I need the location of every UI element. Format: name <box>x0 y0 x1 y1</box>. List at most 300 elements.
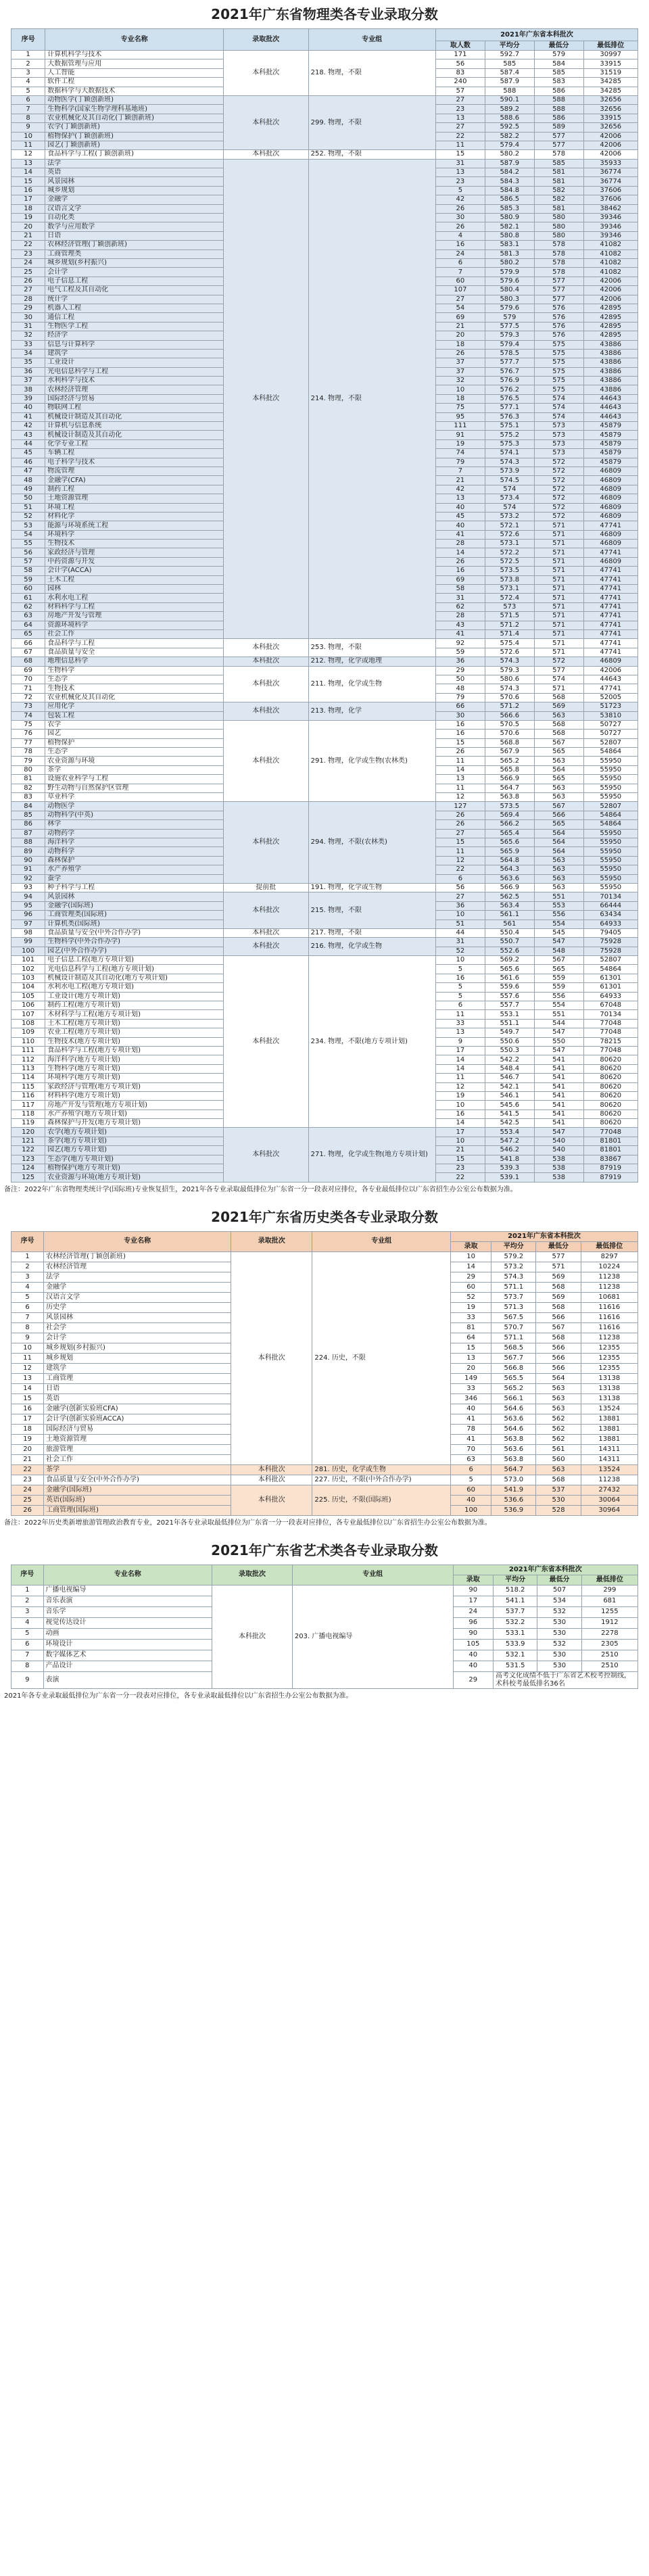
row-avg: 576.9 <box>485 377 534 385</box>
row-major: 生物技术 <box>45 684 224 693</box>
row-rank: 37606 <box>583 186 638 195</box>
row-rank: 27432 <box>581 1485 638 1495</box>
row-major: 信息与计算科学 <box>45 340 224 349</box>
row-avg: 574 <box>485 503 534 512</box>
row-major: 光电信息科学与工程(地方专项计划) <box>45 965 224 974</box>
table-row <box>11 1585 638 1596</box>
row-min: 571 <box>534 540 583 548</box>
row-min: 568 <box>536 1282 581 1292</box>
row-rank: 80620 <box>583 1064 638 1073</box>
row-count: 9 <box>436 1037 485 1046</box>
row-count: 22 <box>436 132 485 141</box>
row-batch: 本科批次 <box>224 51 309 96</box>
min-header: 最低分 <box>534 41 583 51</box>
row-seq: 102 <box>11 965 45 974</box>
row-avg: 579.6 <box>485 304 534 312</box>
row-count: 10 <box>436 1101 485 1110</box>
row-rank: 47741 <box>583 602 638 611</box>
row-avg: 574.1 <box>485 449 534 458</box>
row-min: 548 <box>534 947 583 955</box>
row-major: 水产养殖学 <box>45 865 224 874</box>
row-min: 577 <box>534 132 583 141</box>
row-count: 90 <box>453 1628 493 1639</box>
row-major: 动物科学(中英) <box>45 811 224 819</box>
row-min: 573 <box>534 422 583 431</box>
row-avg: 563.6 <box>485 874 534 883</box>
row-seq: 2 <box>11 1262 44 1272</box>
row-min: 541 <box>534 1110 583 1118</box>
row-batch: 本科批次 <box>224 657 309 666</box>
row-major: 水利科学与技术 <box>45 377 224 385</box>
row-avg: 573.5 <box>485 567 534 575</box>
row-rank: 36774 <box>583 168 638 177</box>
row-seq: 7 <box>11 1312 44 1322</box>
row-avg: 571.1 <box>491 1282 536 1292</box>
row-count: 32 <box>436 377 485 385</box>
row-min: 572 <box>534 476 583 485</box>
row-batch: 本科批次 <box>224 1128 309 1182</box>
row-avg: 579.4 <box>485 340 534 349</box>
row-min: 547 <box>534 1046 583 1055</box>
row-avg: 547.2 <box>485 1137 534 1145</box>
row-major: 环境科学 <box>45 530 224 539</box>
row-rank: 37606 <box>583 195 638 204</box>
row-major: 水产养殖学(地方专项计划) <box>45 1110 224 1118</box>
row-group: 203. 广播电视编导 <box>292 1585 453 1688</box>
row-seq: 123 <box>11 1155 45 1164</box>
row-count: 26 <box>436 204 485 213</box>
row-avg: 546.1 <box>485 1091 534 1100</box>
row-min: 530 <box>537 1661 581 1671</box>
row-seq: 118 <box>11 1110 45 1118</box>
row-major: 农业机械化及其自动化 <box>45 693 224 702</box>
row-min: 577 <box>534 277 583 285</box>
row-avg: 579.3 <box>485 666 534 675</box>
row-min: 586 <box>534 87 583 95</box>
row-avg: 576.3 <box>485 412 534 421</box>
row-avg: 542.2 <box>485 1055 534 1064</box>
row-count: 60 <box>451 1282 491 1292</box>
row-min: 534 <box>537 1596 581 1606</box>
row-major: 土木工程(地方专项计划) <box>45 1019 224 1028</box>
row-count: 78 <box>451 1424 491 1434</box>
row-group: 224. 历史，不限 <box>312 1251 451 1464</box>
row-rank: 50727 <box>583 720 638 729</box>
row-count: 31 <box>436 938 485 947</box>
row-count: 83 <box>436 68 485 77</box>
row-seq: 20 <box>11 1444 44 1454</box>
row-count: 10 <box>436 1137 485 1145</box>
row-avg: 575.2 <box>485 431 534 439</box>
row-count: 26 <box>436 811 485 819</box>
row-rank: 81801 <box>583 1137 638 1145</box>
row-seq: 114 <box>11 1074 45 1082</box>
row-count: 33 <box>436 1019 485 1028</box>
row-rank: 79405 <box>583 928 638 937</box>
row-count: 40 <box>453 1650 493 1661</box>
row-seq: 8 <box>11 1661 44 1671</box>
row-avg: 565.2 <box>491 1383 536 1393</box>
row-group: 225. 历史，不限(国际班) <box>312 1485 451 1515</box>
row-seq: 14 <box>11 1383 44 1393</box>
row-seq: 21 <box>11 231 45 240</box>
row-avg: 542.5 <box>485 1119 534 1128</box>
row-min: 561 <box>536 1444 581 1454</box>
row-group: 271. 物理，化学或生物(地方专项计划) <box>308 1128 435 1182</box>
row-seq: 15 <box>11 1393 44 1404</box>
row-seq: 6 <box>11 95 45 104</box>
row-count: 43 <box>436 621 485 629</box>
row-rank: 81801 <box>583 1146 638 1155</box>
row-count: 29 <box>451 1272 491 1282</box>
row-seq: 33 <box>11 340 45 349</box>
row-rank: 11238 <box>581 1475 638 1485</box>
row-avg: 541.1 <box>494 1596 537 1606</box>
table-row <box>11 702 638 711</box>
row-seq: 82 <box>11 784 45 792</box>
row-rank: 299 <box>581 1585 638 1596</box>
row-major: 农业机械化及其自动化(丁颖创新班) <box>45 114 224 122</box>
row-avg: 553.4 <box>485 1128 534 1137</box>
row-seq: 26 <box>11 277 45 285</box>
row-count: 62 <box>436 602 485 611</box>
row-rank: 42006 <box>583 277 638 285</box>
row-count: 11 <box>436 757 485 765</box>
row-min: 572 <box>534 657 583 666</box>
row-major: 风景园林 <box>45 892 224 901</box>
row-rank: 42006 <box>583 666 638 675</box>
row-min: 576 <box>534 313 583 322</box>
row-count: 346 <box>451 1393 491 1404</box>
row-min: 584 <box>534 59 583 68</box>
row-group: 252. 物理，不限 <box>308 150 435 159</box>
row-avg: 550.7 <box>485 938 534 947</box>
row-seq: 49 <box>11 485 45 494</box>
row-rank: 11616 <box>581 1322 638 1333</box>
row-major: 海洋科学 <box>45 838 224 846</box>
row-avg: 576.5 <box>485 394 534 403</box>
row-rank: 14311 <box>581 1454 638 1464</box>
row-major: 食品科学与工程(丁颖创新班) <box>45 150 224 159</box>
row-major: 生态学 <box>45 748 224 757</box>
row-seq: 69 <box>11 666 45 675</box>
row-avg: 566.2 <box>485 820 534 829</box>
count-header: 录取 <box>453 1575 493 1585</box>
row-avg: 570.6 <box>485 730 534 738</box>
row-major: 工业设计(地方专项计划) <box>45 992 224 1001</box>
row-major: 会计学 <box>45 268 224 277</box>
row-major: 金融学(国际班) <box>45 901 224 910</box>
row-avg: 573.2 <box>491 1262 536 1272</box>
row-seq: 25 <box>11 1495 44 1505</box>
row-min: 507 <box>537 1585 581 1596</box>
row-seq: 89 <box>11 847 45 856</box>
row-rank: 45879 <box>583 449 638 458</box>
row-seq: 78 <box>11 748 45 757</box>
row-batch: 本科批次 <box>224 720 309 802</box>
row-count: 15 <box>451 1343 491 1353</box>
row-min: 571 <box>534 594 583 602</box>
row-rank: 70134 <box>583 892 638 901</box>
row-min: 578 <box>534 150 583 159</box>
row-rank: 55950 <box>583 793 638 802</box>
row-count: 12 <box>436 793 485 802</box>
row-major: 日语 <box>45 231 224 240</box>
row-rank: 32656 <box>583 123 638 132</box>
row-rank: 47741 <box>583 575 638 584</box>
row-count: 64 <box>451 1333 491 1343</box>
row-major: 风景园林 <box>45 177 224 186</box>
art-table <box>11 1565 638 1689</box>
row-seq: 34 <box>11 349 45 358</box>
row-seq: 22 <box>11 241 45 249</box>
row-rank: 39346 <box>583 214 638 222</box>
row-min: 571 <box>534 575 583 584</box>
row-seq: 17 <box>11 1414 44 1424</box>
row-avg: 573 <box>485 602 534 611</box>
row-avg: 571.2 <box>485 621 534 629</box>
row-count: 50 <box>436 675 485 684</box>
row-avg: 590.1 <box>485 95 534 104</box>
row-seq: 108 <box>11 1019 45 1028</box>
table-row <box>11 1251 638 1262</box>
row-rank: 43886 <box>583 385 638 394</box>
row-rank: 32656 <box>583 95 638 104</box>
row-min: 572 <box>534 494 583 503</box>
row-seq: 124 <box>11 1164 45 1173</box>
row-seq: 18 <box>11 204 45 213</box>
row-rank: 42895 <box>583 331 638 340</box>
row-major: 茶学 <box>44 1464 231 1475</box>
row-count: 149 <box>451 1373 491 1383</box>
row-seq: 80 <box>11 765 45 774</box>
row-count: 30 <box>436 711 485 720</box>
row-rank: 53810 <box>583 711 638 720</box>
row-rank: 46809 <box>583 557 638 566</box>
avg-header: 平均分 <box>485 41 534 51</box>
row-avg: 569.2 <box>485 956 534 965</box>
row-rank: 11238 <box>581 1333 638 1343</box>
row-major: 动画 <box>43 1628 212 1639</box>
row-avg: 565.6 <box>485 838 534 846</box>
row-count: 171 <box>436 51 485 59</box>
row-major: 园艺(丁颖创新班) <box>45 141 224 149</box>
row-batch: 本科批次 <box>224 150 309 159</box>
row-major: 房地产开发与管理 <box>45 612 224 621</box>
row-seq: 85 <box>11 811 45 819</box>
row-avg: 580.2 <box>485 150 534 159</box>
row-major: 森林保护 <box>45 856 224 865</box>
row-avg: 561.6 <box>485 974 534 982</box>
row-min: 564 <box>534 847 583 856</box>
row-avg: 574.5 <box>485 476 534 485</box>
row-seq: 9 <box>11 1671 44 1688</box>
row-rank: 80620 <box>583 1101 638 1110</box>
row-avg: 563.6 <box>491 1444 536 1454</box>
row-rank: 33915 <box>583 114 638 122</box>
row-avg: 539.1 <box>485 1173 534 1182</box>
table-row <box>11 1475 638 1485</box>
row-count: 13 <box>436 1028 485 1037</box>
row-min: 545 <box>534 928 583 937</box>
row-seq: 120 <box>11 1128 45 1137</box>
row-min: 571 <box>534 630 583 639</box>
row-seq: 14 <box>11 168 45 177</box>
row-rank: 50727 <box>583 730 638 738</box>
row-count: 20 <box>451 1363 491 1373</box>
row-rank: 42895 <box>583 304 638 312</box>
row-min: 574 <box>534 394 583 403</box>
row-count: 17 <box>453 1596 493 1606</box>
row-count: 16 <box>436 974 485 982</box>
row-rank: 38462 <box>583 204 638 213</box>
row-avg: 561 <box>485 920 534 928</box>
row-count: 75 <box>436 404 485 412</box>
row-count: 24 <box>453 1606 493 1617</box>
row-rank: 43886 <box>583 358 638 367</box>
row-seq: 4 <box>11 78 45 87</box>
row-count: 15 <box>436 1155 485 1164</box>
row-rank: 80620 <box>583 1119 638 1128</box>
row-min: 538 <box>534 1173 583 1182</box>
row-count: 12 <box>436 1082 485 1091</box>
row-major: 通信工程 <box>45 313 224 322</box>
row-major: 产品设计 <box>43 1661 212 1671</box>
row-min: 541 <box>534 1101 583 1110</box>
row-batch: 本科批次 <box>231 1475 312 1485</box>
row-major: 视觉传达设计 <box>43 1617 212 1628</box>
row-batch: 本科批次 <box>224 95 309 149</box>
row-seq: 48 <box>11 476 45 485</box>
row-avg: 580.6 <box>485 675 534 684</box>
row-rank: 45879 <box>583 458 638 467</box>
row-avg: 569.4 <box>485 811 534 819</box>
row-major: 能源与环境系统工程 <box>45 521 224 530</box>
table-row <box>11 657 638 666</box>
row-avg: 573.2 <box>485 512 534 521</box>
row-seq: 11 <box>11 141 45 149</box>
row-remark: 高考文化成绩不低于广东省艺术校考控制线，术科校考最低排名36名 <box>494 1671 638 1688</box>
row-min: 564 <box>534 829 583 838</box>
min-header: 最低分 <box>537 1575 581 1585</box>
row-rank: 39346 <box>583 222 638 231</box>
row-min: 568 <box>534 730 583 738</box>
row-rank: 2278 <box>581 1628 638 1639</box>
row-seq: 93 <box>11 883 45 892</box>
row-min: 569 <box>534 702 583 711</box>
row-count: 10 <box>451 1251 491 1262</box>
row-seq: 56 <box>11 548 45 557</box>
row-min: 582 <box>534 186 583 195</box>
row-avg: 532.1 <box>494 1650 537 1661</box>
row-count: 33 <box>451 1312 491 1322</box>
row-min: 530 <box>537 1617 581 1628</box>
row-rank: 13524 <box>581 1404 638 1414</box>
row-avg: 559.6 <box>485 983 534 992</box>
row-min: 563 <box>534 757 583 765</box>
row-rank: 46809 <box>583 467 638 475</box>
rank-header: 最低排位 <box>581 1241 638 1251</box>
row-min: 563 <box>534 874 583 883</box>
row-seq: 26 <box>11 1505 44 1515</box>
row-min: 585 <box>534 159 583 168</box>
row-major: 农学(丁颖创新班) <box>45 123 224 132</box>
row-min: 576 <box>534 322 583 331</box>
row-major: 广播电视编导 <box>43 1585 212 1596</box>
row-avg: 533.1 <box>494 1628 537 1639</box>
row-count: 28 <box>436 612 485 621</box>
row-rank: 75928 <box>583 947 638 955</box>
row-major: 生物科学(地方专项计划) <box>45 1064 224 1073</box>
row-min: 577 <box>536 1251 581 1262</box>
row-count: 7 <box>436 467 485 475</box>
row-min: 575 <box>534 358 583 367</box>
row-rank: 55950 <box>583 883 638 892</box>
row-min: 541 <box>534 1074 583 1082</box>
row-avg: 542.1 <box>485 1082 534 1091</box>
row-avg: 588 <box>485 87 534 95</box>
row-seq: 40 <box>11 404 45 412</box>
row-count: 6 <box>436 258 485 267</box>
row-major: 社会工作 <box>44 1454 231 1464</box>
row-min: 576 <box>534 331 583 340</box>
row-min: 572 <box>534 458 583 467</box>
row-avg: 582.1 <box>485 222 534 231</box>
row-rank: 80620 <box>583 1074 638 1082</box>
row-min: 577 <box>534 141 583 149</box>
row-rank: 30064 <box>581 1495 638 1505</box>
row-count: 23 <box>436 177 485 186</box>
row-group: 211. 物理，化学或生物 <box>308 666 435 702</box>
row-major: 草业科学 <box>45 793 224 802</box>
row-rank: 46809 <box>583 540 638 548</box>
row-group: 227. 历史，不限(中外合作办学) <box>312 1475 451 1485</box>
row-rank: 55950 <box>583 757 638 765</box>
row-count: 20 <box>436 331 485 340</box>
row-rank: 8297 <box>581 1251 638 1262</box>
row-count: 66 <box>436 702 485 711</box>
seq-header: 序号 <box>11 1565 44 1585</box>
row-min: 572 <box>534 467 583 475</box>
row-major: 农学 <box>45 720 224 729</box>
row-count: 28 <box>436 540 485 548</box>
row-major: 生物医学工程 <box>45 322 224 331</box>
row-min: 571 <box>536 1262 581 1272</box>
row-rank: 30997 <box>583 51 638 59</box>
row-min: 568 <box>536 1333 581 1343</box>
row-major: 音乐表演 <box>43 1596 212 1606</box>
row-seq: 87 <box>11 829 45 838</box>
table-row <box>11 802 638 811</box>
row-count: 37 <box>436 367 485 376</box>
row-min: 569 <box>536 1292 581 1302</box>
row-seq: 79 <box>11 757 45 765</box>
row-rank: 45879 <box>583 422 638 431</box>
row-min: 562 <box>536 1434 581 1444</box>
row-min: 563 <box>534 865 583 874</box>
row-avg: 570.5 <box>485 720 534 729</box>
row-min: 574 <box>534 412 583 421</box>
row-major: 金融学(国际班) <box>44 1485 231 1495</box>
count-header: 取人数 <box>436 41 485 51</box>
row-count: 11 <box>436 1010 485 1019</box>
row-rank: 41082 <box>583 268 638 277</box>
row-rank: 54864 <box>583 748 638 757</box>
row-rank: 42006 <box>583 132 638 141</box>
row-min: 563 <box>534 711 583 720</box>
row-rank: 47741 <box>583 648 638 657</box>
row-min: 562 <box>536 1414 581 1424</box>
